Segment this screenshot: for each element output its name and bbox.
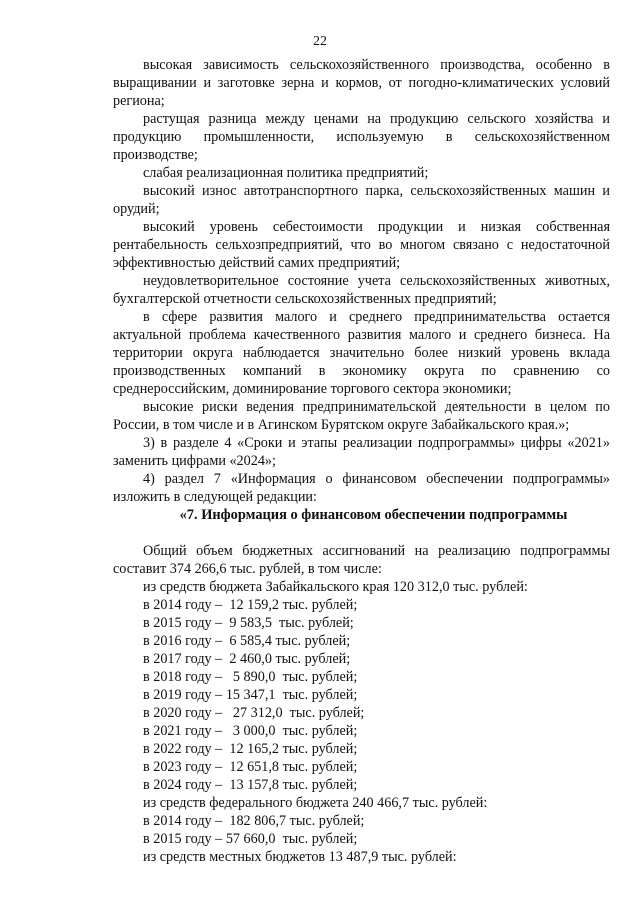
funding-line: в 2024 году – 13 157,8 тыс. рублей; [143, 777, 358, 793]
section-heading: «7. Информация о финансовом обеспечении подпрограммы [179, 507, 568, 523]
paragraph: 4) раздел 7 «Информация о финансовом обеспечении подпрограммы» изложить в следующей редакции: [113, 471, 610, 505]
paragraph: 3) в разделе 4 «Сроки и этапы реализации подпрограммы» цифры «2021» заменить цифрами «2024»; [113, 435, 610, 469]
funding-line: в 2023 году – 12 651,8 тыс. рублей; [143, 759, 358, 775]
total-paragraph: Общий объем бюджетных ассигнований на реализацию подпрограммы составит 374 266,6 тыс. рублей, в том числе: [113, 543, 610, 577]
document-body [113, 56, 610, 866]
paragraph: растущая разница между ценами на продукцию сельского хозяйства и продукцию промышленности, используемую в сельскохозяйственном производстве; [113, 111, 610, 163]
funding-line: в 2015 году – 9 583,5 тыс. рублей; [143, 615, 354, 631]
paragraph: неудовлетворительное состояние учета сельскохозяйственных животных, бухгалтерской отчетности сельскохозяйственных предприятий; [113, 273, 610, 307]
funding-line: из средств местных бюджетов 13 487,9 тыс. рублей: [143, 849, 457, 865]
funding-line: в 2016 году – 6 585,4 тыс. рублей; [143, 633, 351, 649]
funding-line: в 2021 году – 3 000,0 тыс. рублей; [143, 723, 358, 739]
funding-line: из средств бюджета Забайкальского края 120 312,0 тыс. рублей: [143, 579, 528, 595]
paragraph: высокий уровень себестоимости продукции и низкая собственная рентабельность сельхозпредприятий, что во многом связано с недостаточной эффективностью действий самих предприятий; [113, 219, 610, 271]
paragraph: в сфере развития малого и среднего предпринимательства остается актуальной проблема качественного развития малого и среднего бизнеса. На территории округа наблюдается значительно более низкий уровень вклада производственных компаний в экономику округа по сравнению со среднероссийским, доминирование торгового сектора экономики; [113, 309, 610, 397]
paragraph: высокая зависимость сельскохозяйственного производства, особенно в выращивании и заготовке зерна и кормов, от погодно-климатических условий региона; [113, 57, 610, 109]
funding-line: в 2019 году – 15 347,1 тыс. рублей; [143, 687, 358, 703]
blank-line [113, 524, 610, 542]
funding-line: в 2022 году – 12 165,2 тыс. рублей; [143, 741, 358, 757]
funding-line: в 2014 году – 12 159,2 тыс. рублей; [143, 597, 358, 613]
funding-line: из средств федерального бюджета 240 466,7 тыс. рублей: [143, 795, 488, 811]
paragraph: слабая реализационная политика предприятий; [143, 165, 429, 181]
paragraph: высокие риски ведения предпринимательской деятельности в целом по России, в том числе и в Агинском Бурятском округе Забайкальского края.»; [113, 399, 610, 433]
funding-line: в 2018 году – 5 890,0 тыс. рублей; [143, 669, 358, 685]
paragraph: высокий износ автотранспортного парка, сельскохозяйственных машин и орудий; [113, 183, 610, 217]
page-number: 22 [313, 34, 327, 49]
funding-line: в 2020 году – 27 312,0 тыс. рублей; [143, 705, 365, 721]
funding-line: в 2017 году – 2 460,0 тыс. рублей; [143, 651, 351, 667]
funding-line: в 2015 году – 57 660,0 тыс. рублей; [143, 831, 358, 847]
funding-line: в 2014 году – 182 806,7 тыс. рублей; [143, 813, 365, 829]
